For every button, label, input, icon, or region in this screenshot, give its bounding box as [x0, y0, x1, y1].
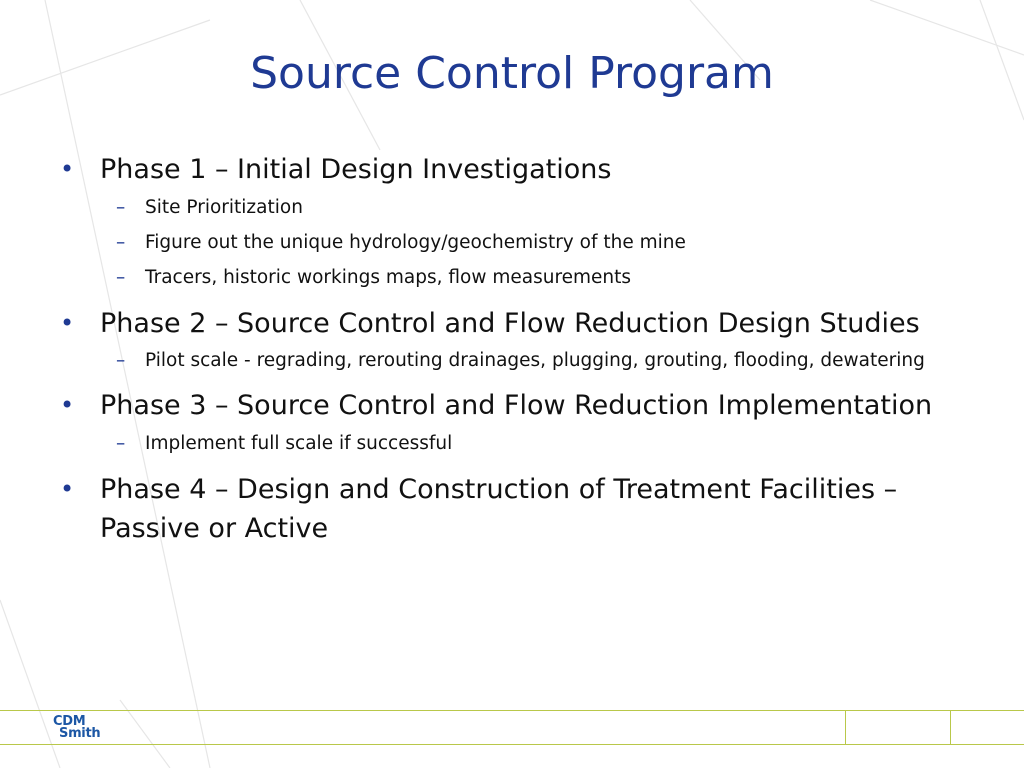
subitem: [58, 228, 978, 257]
bullet-text: Phase 4 – Design and Construction of Treatment Facilities – Passive or Active: [100, 474, 898, 544]
bullet-phase-3: [58, 386, 978, 425]
bullet-text: Phase 1 – Initial Design Investigations: [100, 154, 612, 185]
dash-icon: –: [116, 350, 126, 371]
bullet-dot-icon: •: [60, 391, 75, 419]
bullet-text: Phase 3 – Source Control and Flow Reduction Implementation: [100, 390, 933, 421]
bullet-dot-icon: •: [60, 155, 75, 183]
bullet-text: Phase 2 – Source Control and Flow Reduction Design Studies: [100, 308, 920, 339]
bullet-dot-icon: •: [60, 475, 75, 503]
subitem: [58, 429, 978, 458]
footer-divider: [950, 710, 951, 744]
bullet-phase-4: [58, 470, 978, 548]
subitem-text: Site Prioritization: [145, 197, 303, 218]
bullet-phase-2: [58, 304, 978, 343]
subitem: [58, 193, 978, 222]
subitem: [58, 347, 978, 374]
bullet-list: [58, 150, 978, 552]
subitem: [58, 263, 978, 292]
subitem-text: Figure out the unique hydrology/geochemistry of the mine: [145, 232, 686, 253]
dash-icon: –: [116, 267, 126, 288]
dash-icon: –: [116, 197, 126, 218]
cdm-smith-logo: [53, 716, 100, 740]
logo-line-1: CDM: [53, 714, 86, 729]
footer-bar: [0, 710, 1024, 744]
subitem-text: Implement full scale if successful: [145, 433, 453, 454]
subitem-text: Tracers, historic workings maps, flow measurements: [145, 267, 632, 288]
bullet-dot-icon: •: [60, 309, 75, 337]
slide-title: Source Control Program: [250, 48, 774, 99]
footer-divider: [845, 710, 846, 744]
subitem-text: Pilot scale - regrading, rerouting drainages, plugging, grouting, flooding, dewatering: [145, 350, 925, 371]
logo-line-2: Smith: [59, 726, 101, 741]
footer-line-bottom: [0, 744, 1024, 745]
dash-icon: –: [116, 433, 126, 454]
bullet-phase-1: [58, 150, 978, 189]
footer-line-top: [0, 710, 1024, 711]
dash-icon: –: [116, 232, 126, 253]
